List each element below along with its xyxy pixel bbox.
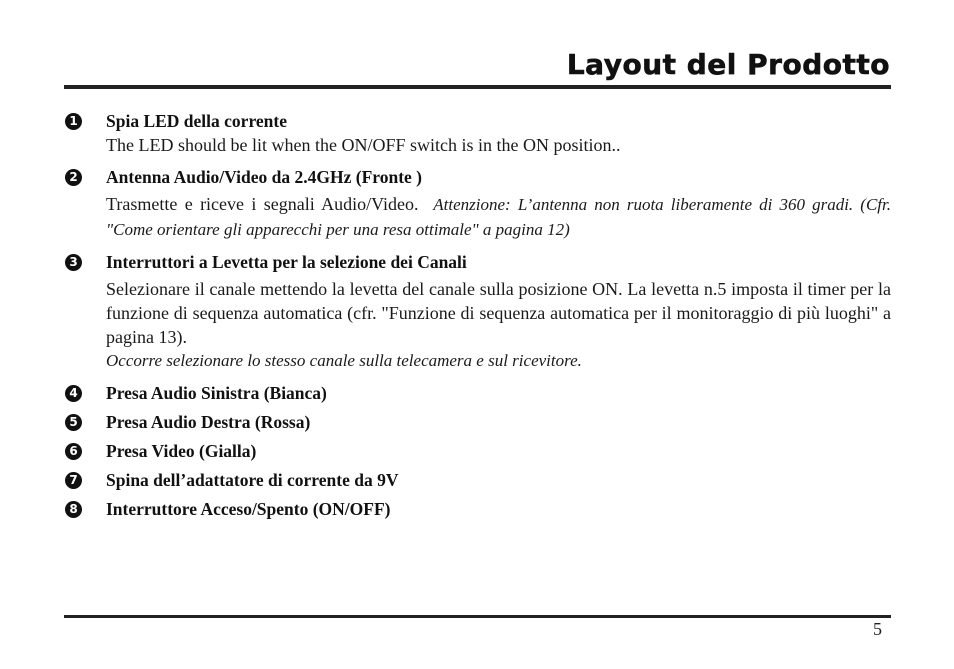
list-item-8: [64, 497, 891, 521]
number-7-icon: 7: [65, 472, 82, 489]
number-2-icon: 2: [65, 169, 82, 186]
item-heading: Presa Video (Gialla): [106, 441, 257, 461]
page-number: 5: [873, 619, 882, 639]
number-1-icon: 1: [65, 113, 82, 130]
item-heading: Presa Audio Destra (Rossa): [106, 412, 311, 432]
list-item-2: [64, 165, 891, 242]
number-5-icon: 5: [65, 414, 82, 431]
list-item-7: [64, 468, 891, 492]
item-description: Selezionare il canale mettendo la levetta del canale sulla posizione ON. La levetta n.5 imposta il timer per la funzione di sequenza automatica (cfr. "Funzione di sequenza automatica per il monitoraggio di più luoghi" a pagina 13).: [106, 279, 891, 347]
footer-rule: [64, 615, 891, 618]
header-rule: [64, 85, 891, 89]
item-description-text: Trasmette e riceve i segnali Audio/Video.: [106, 194, 419, 214]
item-heading: Spia LED della corrente: [106, 111, 287, 131]
item-description: [106, 192, 891, 242]
number-4-icon: 4: [65, 385, 82, 402]
item-heading: Antenna Audio/Video da 2.4GHz (Fronte ): [106, 167, 422, 187]
component-list: [64, 109, 891, 526]
item-note: Attenzione: L’antenna non ruota liberamente di 360 gradi. (Cfr. "Come orientare gli apparecchi per una resa ottimale" a pagina 12): [106, 195, 892, 239]
page-title: Layout del Prodotto: [566, 48, 890, 81]
item-heading: Presa Audio Sinistra (Bianca): [106, 383, 327, 403]
number-6-icon: 6: [65, 443, 82, 460]
item-heading: Spina dell’adattatore di corrente da 9V: [106, 470, 399, 490]
item-heading: Interruttore Acceso/Spento (ON/OFF): [106, 499, 391, 519]
number-8-icon: 8: [65, 501, 82, 518]
item-note: Occorre selezionare lo stesso canale sulla telecamera e sul ricevitore.: [106, 351, 582, 370]
list-item-6: [64, 439, 891, 463]
list-item-5: [64, 410, 891, 434]
number-3-icon: 3: [65, 254, 82, 271]
item-heading: Interruttori a Levetta per la selezione dei Canali: [106, 252, 467, 272]
list-item-4: [64, 381, 891, 405]
list-item-3: [64, 250, 891, 373]
list-item-1: [64, 109, 891, 157]
item-description: The LED should be lit when the ON/OFF switch is in the ON position..: [106, 135, 621, 155]
